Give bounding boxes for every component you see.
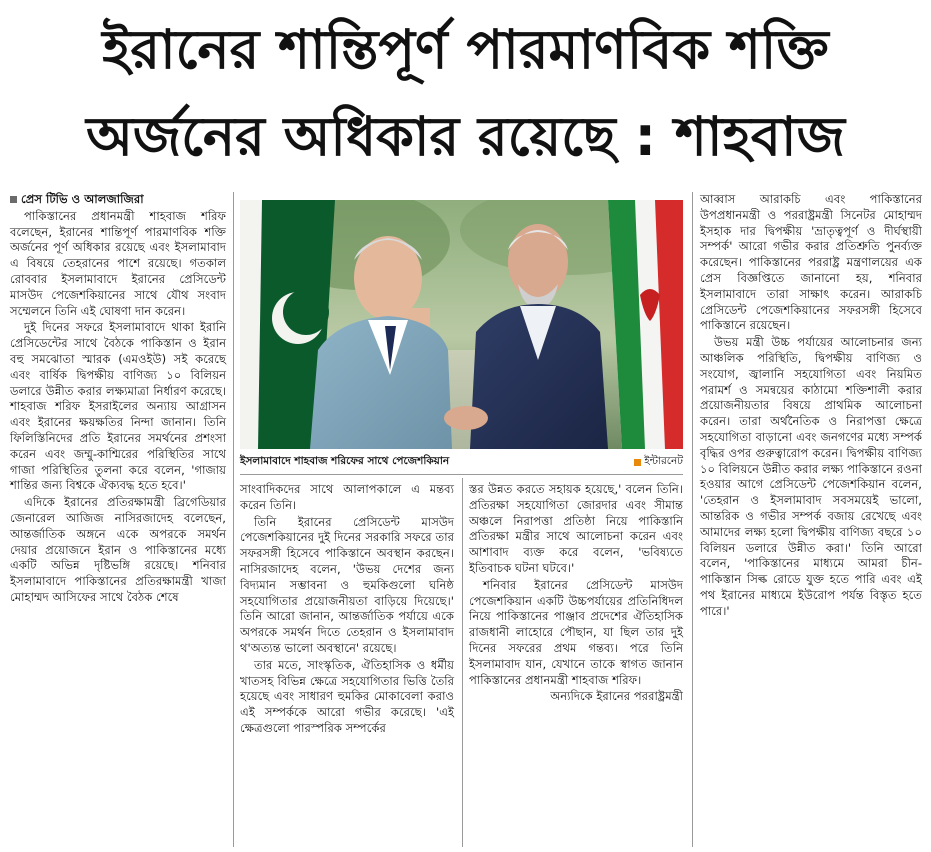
byline-square-icon	[10, 196, 17, 203]
paragraph: স্তর উন্নত করতে সহায়ক হয়েছে,' বলেন তিনি। প্রতিরক্ষা সহযোগিতা জোরদার এবং সীমান্ত অঞ্চলে নিরাপত্তা প্রতিষ্ঠা নিয়ে পাকিস্তানি প্রতিরক্ষা মন্ত্রীর সাথে আলোচনা করেন এবং আশাবাদ ব্যক্ত করে বলেন, 'ভবিষ্যতে ইতিবাচক ঘটনা ঘটবে।'	[469, 482, 683, 575]
photo-illustration	[240, 200, 683, 449]
paragraph: অন্যদিকে ইরানের পররাষ্ট্রমন্ত্রী	[550, 689, 683, 704]
article-column-1	[10, 192, 226, 607]
credit-square-icon	[634, 459, 641, 466]
column-rule	[233, 192, 234, 847]
column-rule	[462, 478, 463, 847]
photo-credit	[634, 454, 683, 471]
headline	[10, 6, 921, 180]
paragraph: উভয় মন্ত্রী উচ্চ পর্যায়ের আলোচনার জন্য আঞ্চলিক পরিস্থিতি, দ্বিপক্ষীয় বাণিজ্য ও সংযোগ, জ্বালানি সহযোগিতা এবং নিয়মিত পরামর্শ ও সমন্বয়ের কাঠামো শক্তিশালী করার প্রয়োজনীয়তার বিষয়ে প্রাথমিক আলোচনা করেন। তারা অর্থনৈতিক ও নিরাপত্তা ক্ষেত্রে সহযোগিতা বাড়ানো এবং জনগণের মধ্যে সম্পর্ক বৃদ্ধির ওপর গুরুত্বারোপ করেন। দ্বিপক্ষীয় বাণিজ্য ১০ বিলিয়নে উন্নীত করার লক্ষ্য পাকিস্তানে রওনা হওয়ার আগে প্রেসিডেন্ট পেজেশকিয়ান বলেন, 'তেহরান ও ইসলামাবাদ সবসময়েই ভালো, আন্তরিক ও গভীর সম্পর্ক বজায় রেখেছে এবং আমাদের লক্ষ্য হলো দ্বিপক্ষীয় বাণিজ্য বছরে ১০ বিলিয়ন ডলারে উন্নীত করা।' তিনি আরো বলেন, 'পাকিস্তানের মাধ্যমে আমরা চীন-পাকিস্তান সিল্ক রোডে যুক্ত হতে পারি এবং এই পথ ইরানের মাধ্যমে ইউরোপ পর্যন্ত বিস্তৃত হতে পারে।'	[700, 335, 922, 618]
article-column-2	[240, 482, 454, 738]
paragraph: সাংবাদিকদের সাথে আলাপকালে এ মন্তব্য করেন তিনি।	[240, 482, 454, 512]
paragraph: তার মতে, সাংস্কৃতিক, ঐতিহাসিক ও ধর্মীয় খাতসহ বিভিন্ন ক্ষেত্রে সহযোগিতার ভিত্তি তৈরি হয়েছে এবং সাধারণ হুমকির মোকাবেলা করাও এই সম্পর্ককে আরো গভীর করেছে। 'এই ক্ষেত্রগুলো পারস্পরিক সম্পর্কের	[240, 657, 454, 735]
column-rule	[692, 192, 693, 847]
headline-line-1: ইরানের শান্তিপূর্ণ পারমাণবিক শক্তি	[102, 18, 829, 81]
paragraph: এদিকে ইরানের প্রতিরক্ষামন্ত্রী ব্রিগেডিয়ার জেনারেল আজিজ নাসিরজাদেহ বলেছেন, আন্তর্জাতিক অঙ্গনে একে অপরকে সমর্থন দেয়ার প্রয়োজনে ইরান ও পাকিস্তানের মধ্যে একটি অভিন্ন দৃষ্টিভঙ্গি রয়েছে। শনিবার ইসলামাবাদে পাকিস্তানের প্রতিরক্ষামন্ত্রী খাজা মোহাম্মদ আসিফের সাথে বৈঠক শেষে	[10, 495, 226, 604]
paragraph: দুই দিনের সফরে ইসলামাবাদে থাকা ইরানি প্রেসিডেন্টের সাথে বৈঠকে পাকিস্তান ও ইরান বহু সমঝোতা স্মারক (এমওইউ) সই করেছে এবং বার্ষিক দ্বিপক্ষীয় বাণিজ্য ১০ বিলিয়ন ডলারে উন্নীত করার লক্ষ্যমাত্রা নির্ধারণ করেছে। শাহবাজ শরিফ ইসরাইলের অন্যায় আগ্রাসন এবং ইরানের ক্ষয়ক্ষতির নিন্দা জানান। তিনি ফিলিস্তিনিদের প্রতি ইরানের সমর্থনের প্রশংসা করেন এবং জম্মু-কাশ্মিরের পরিস্থিতির সাথে গাজা পরিস্থিতির তুলনা করে বলেন, 'গাজায় শান্তির জন্য বিশ্বকে ঐক্যবদ্ধ হতে হবে।'	[10, 320, 226, 493]
photo-bottom-rule	[240, 474, 683, 475]
news-photo	[240, 200, 683, 449]
paragraph: শনিবার ইরানের প্রেসিডেন্ট মাসউদ পেজেশকিয়ান একটি উচ্চপর্যায়ের প্রতিনিধিদল নিয়ে পাকিস্তানের পাঞ্জাব প্রদেশের ঐতিহাসিক রাজধানী লাহোরে পৌছান, যা ছিল তার দুই দিনের সফরের প্রথম গন্তব্য। পরে তিনি ইসলামাবাদ যান, যেখানে তাকে স্বাগত জানান পাকিস্তানের প্রধানমন্ত্রী শাহবাজ শরিফ।	[469, 577, 683, 687]
photo-caption: ইসলামাবাদে শাহবাজ শরিফের সাথে পেজেশকিয়ান	[240, 454, 450, 467]
byline-text: প্রেস টিভি ও আলজাজিরা	[21, 192, 144, 206]
photo-credit-text: ইন্টারনেট	[644, 454, 683, 467]
headline-line-2: অর্জনের অধিকার রয়েছে : শাহবাজ	[86, 105, 845, 168]
article-column-3	[469, 482, 683, 706]
article-column-4	[700, 192, 922, 621]
paragraph: তিনি ইরানের প্রেসিডেন্ট মাসউদ পেজেশকিয়ানের দুই দিনের সরকারি সফরে তার সফরসঙ্গী হিসেবে পাকিস্তানে অবস্থান করছেন। নাসিরজাদেহ বলেন, 'উভয় দেশের জন্য বিদ্যমান সম্ভাবনা ও হুমকিগুলো ঘনিষ্ঠ সহযোগিতার প্রয়োজনীয়তা বাড়িয়ে দিয়েছে।' তিনি আরো জানান, আন্তর্জাতিক পর্যায়ে একে অপরকে সমর্থন দিতে তেহরান ও ইসলামাবাদ থ'অত্যন্ত ভালো অবস্থানে' রয়েছে।	[240, 514, 454, 655]
paragraph: আব্বাস আরাকচি এবং পাকিস্তানের উপপ্রধানমন্ত্রী ও পররাষ্ট্রমন্ত্রী সিনেটর মোহাম্মদ ইসহাক দার দ্বিপক্ষীয় 'ভ্রাতৃত্বপূর্ণ ও দীর্ঘস্থায়ী সম্পর্ক' আরো গভীর করার প্রতিশ্রুতি পুনর্ব্যক্ত করেছেন। পাকিস্তানের পররাষ্ট্র মন্ত্রণালয়ের এক প্রেস বিজ্ঞপ্তিতে জানানো হয়, শনিবার ইসলামাবাদে তারা সাক্ষাৎ করেন। আরাকচি প্রেসিডেন্ট পেজেশকিয়ানের সফরসঙ্গী হিসেবে পাকিস্তানে রয়েছেন।	[700, 192, 922, 333]
photo-caption-bar	[240, 453, 683, 471]
byline	[10, 192, 226, 208]
paragraph: পাকিস্তানের প্রধানমন্ত্রী শাহবাজ শরিফ বলেছেন, ইরানের শান্তিপূর্ণ পারমাণবিক শক্তি অর্জনের পূর্ণ অধিকার রয়েছে এবং ইসলামাবাদ এ বিষয়ে তেহরানের পাশে রয়েছে। গতকাল রোববার ইসলামাবাদে ইরানের প্রেসিডেন্ট মাসউদ পেজেশকিয়ানের সাথে যৌথ সংবাদ সম্মেলনে তিনি এই ঘোষণা দান করেন।	[10, 208, 226, 318]
